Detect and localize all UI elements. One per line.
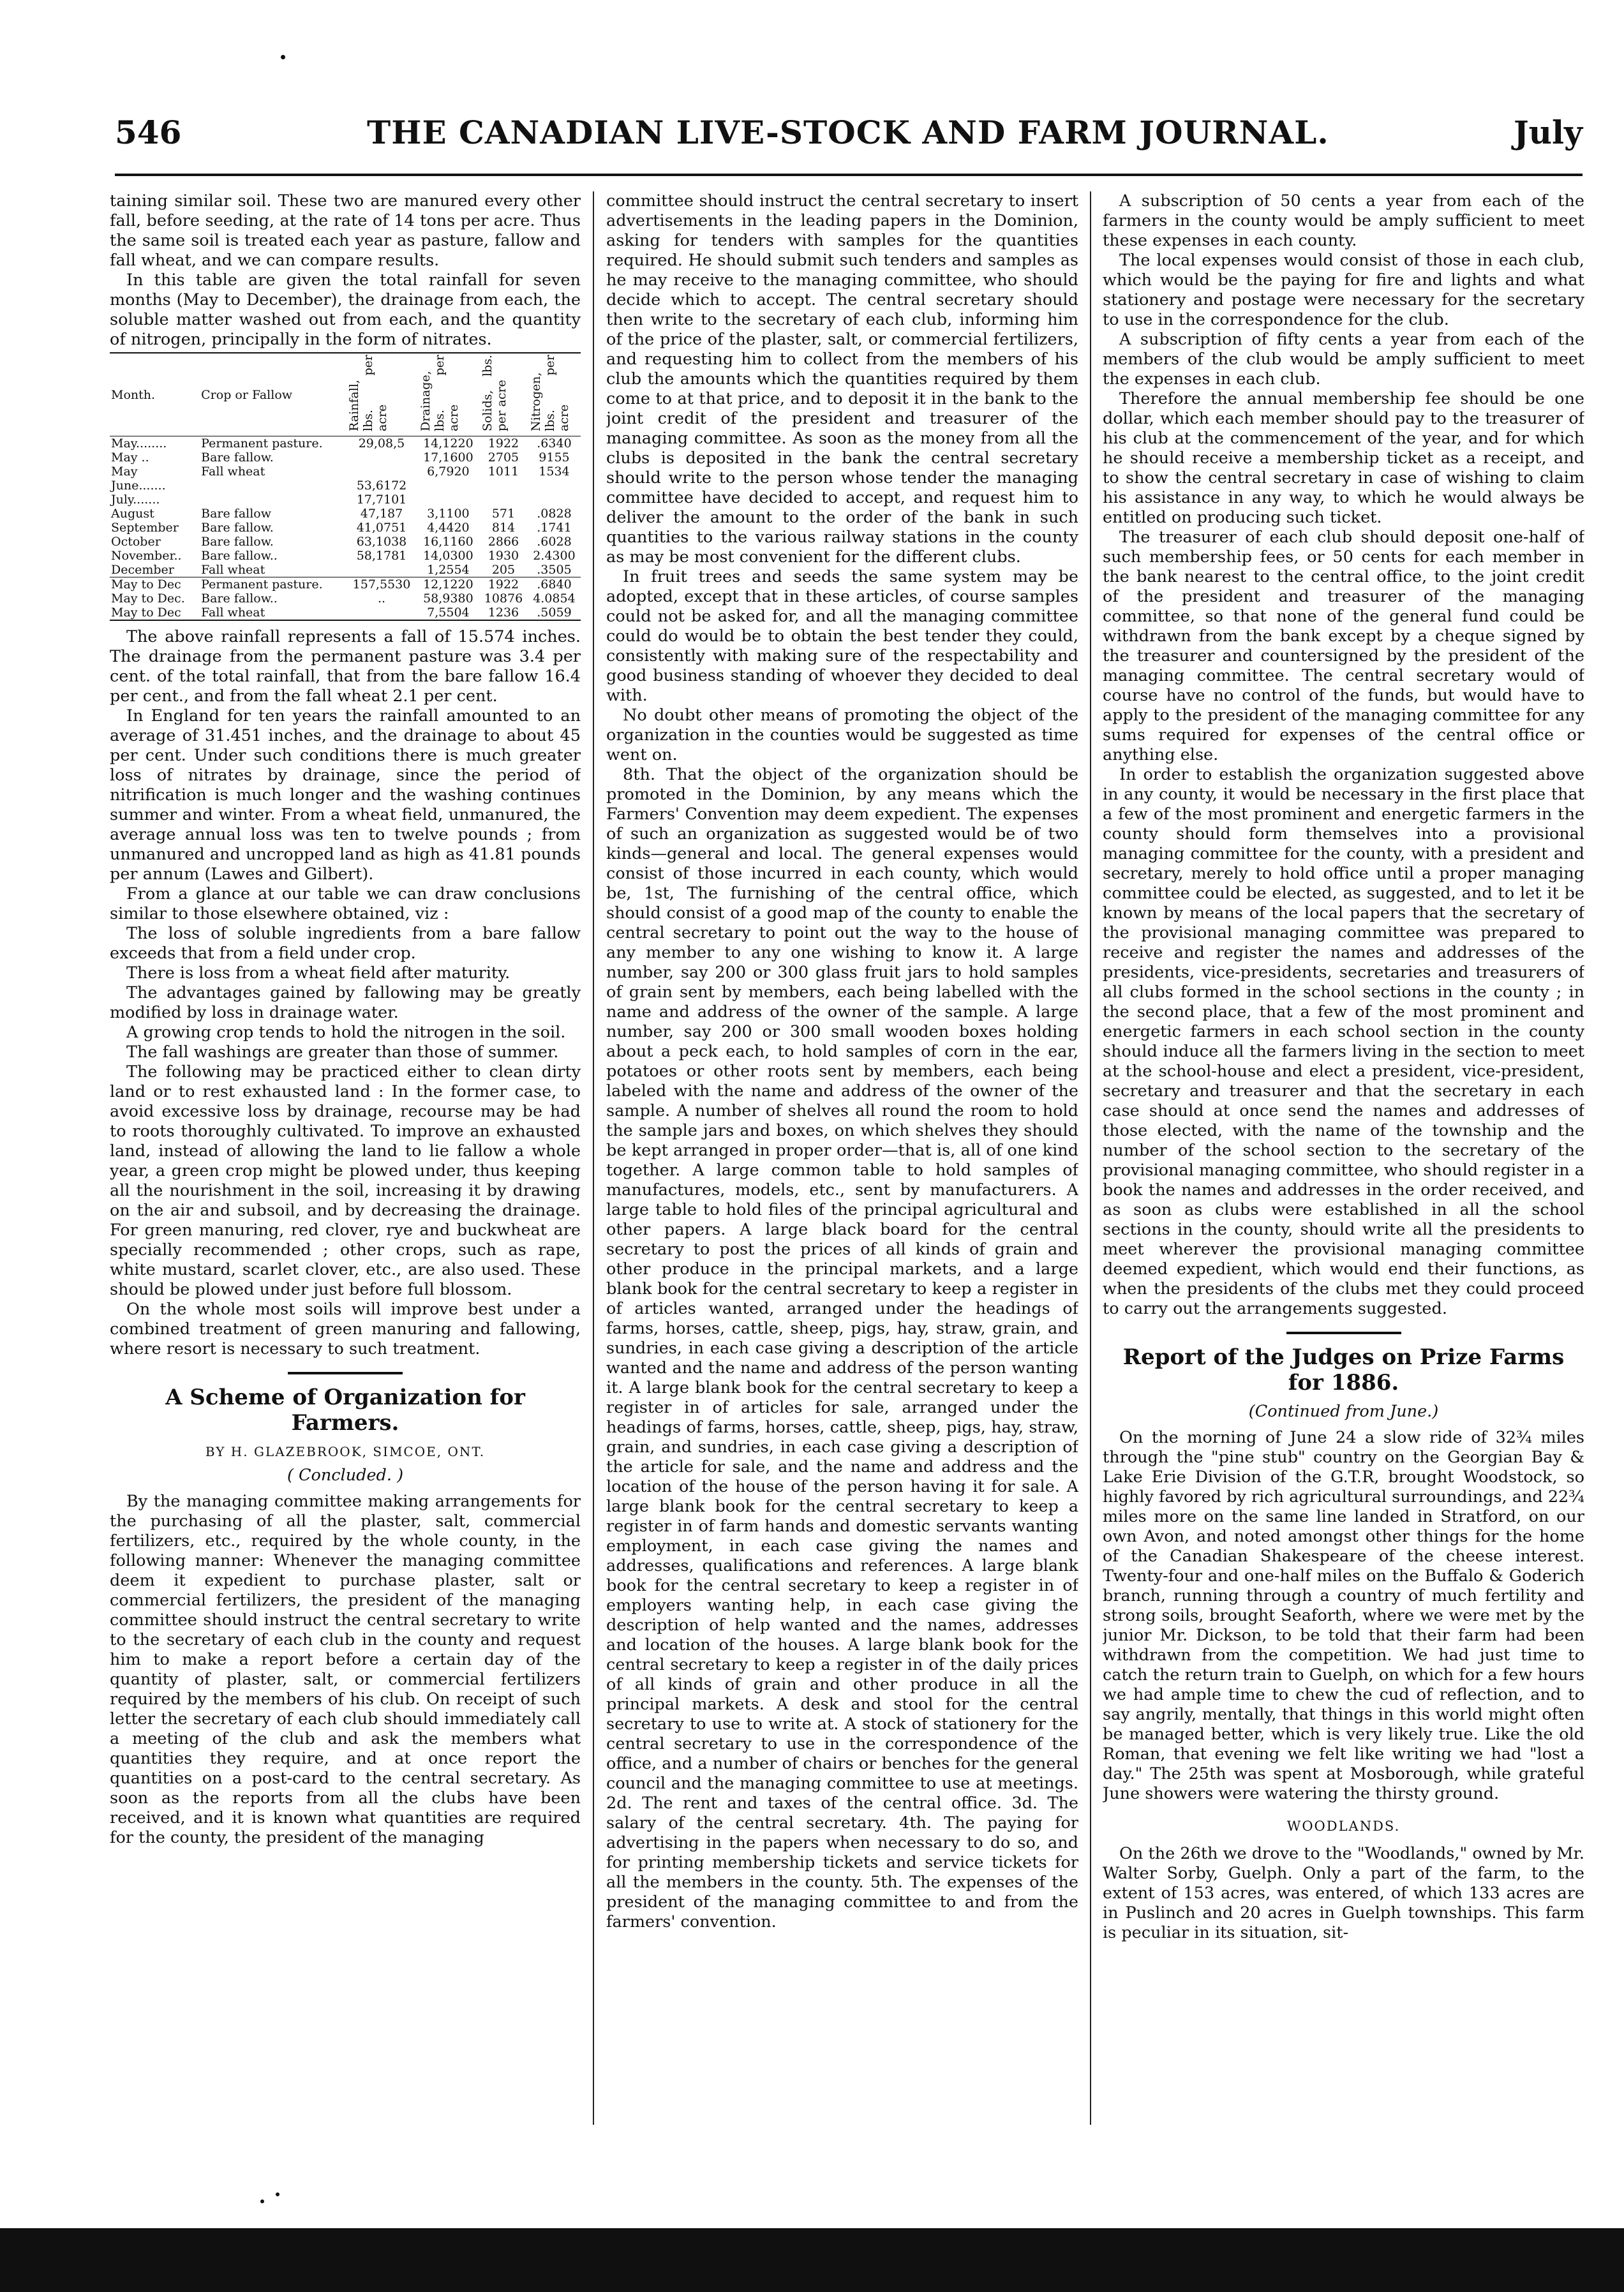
paragraph: A growing crop tends to hold the nitrogen in the soil.: [126, 1023, 566, 1042]
table-row: May .. Bare fallow. 17,1600 2705 9155: [111, 450, 570, 465]
table-row: August Bare fallow 47,187 3,1100 571 .0828: [111, 507, 572, 521]
paragraph: There is loss from a wheat field after maturity.: [126, 964, 510, 983]
article-byline: BY H. GLAZEBROOK, SIMCOE, ONT.: [205, 1444, 486, 1459]
table-row: November.. Bare fallow.. 58,1781 14,0300 1930 2.4300: [111, 549, 576, 563]
paragraph: The following may be practiced either to clean dirty land or to rest exhausted land : In the former case, to avoid excessive loss by drainage, recourse may be had to roots thoroughly cultivated. To improve an exhausted land, instead of allowing the land to lie fallow a whole year, a green crop might be plowed under, thus keeping all the nourishment in the soil, increasing it by drawing on the air and subsoil, and by decreasing the drainage. For green manuring, red clover, rye and buckwheat are specially recommended ; other crops, such as rape, white mustard, scarlet clover, etc., are also used. These should be plowed under just before full blossom.: [110, 1062, 581, 1299]
paragraph: The above rainfall represents a fall of 15.574 inches. The drainage from the permanent pasture was 3.4 per cent. of the total rainfall, that from the bare fallow 16.4 per cent., and from the fall wheat 2.1 per cent.: [110, 627, 581, 706]
paragraph: The local expenses would consist of those in each club, which would be the paying for fire and lights and what stationery and postage were necessary for the secretary to use in the correspondence for the club.: [1103, 251, 1584, 329]
column-header: Month.: [110, 353, 200, 436]
paragraph: A subscription of 50 cents a year from each of the farmers in the county would be amply sufficient to meet these expenses in each county.: [1103, 191, 1584, 250]
scan-bottom-border: [0, 2228, 1624, 2292]
table-row: June....... 53,6172: [111, 479, 407, 493]
page-number: 546: [115, 114, 182, 151]
table-header-row: [110, 353, 581, 436]
print-speck: [260, 2199, 264, 2203]
paragraph: The fall washings are greater than those of summer.: [126, 1043, 559, 1062]
column-header: Nitrogen, lbs. per acre: [528, 353, 581, 436]
article-continued-note: (Continued from June.): [1248, 1402, 1439, 1421]
table-row: October Bare fallow. 63,1038 16,1160 2866 .6028: [111, 535, 572, 549]
article-divider: [1286, 1332, 1401, 1334]
article-title: Report of the Judges on Prize Farms for 1886.: [1122, 1344, 1565, 1395]
print-speck: [276, 2192, 279, 2196]
paragraph: The advantages gained by fallowing may be greatly modified by loss in drainage water.: [110, 983, 581, 1022]
table-row: May to Dec. Bare fallow.. .. 58,9380 10876 4.0854: [111, 592, 576, 606]
paragraph: No doubt other means of promoting the object of the organization in the counties would be suggested as time went on.: [606, 706, 1078, 764]
column-header: Solids, lbs. per acre: [479, 353, 528, 436]
column-1: [110, 191, 581, 2125]
table-row: May to Dec Fall wheat 7,5504 1236 .5059: [111, 606, 572, 620]
paragraph: From a glance at our table we can draw conclusions similar to those elsewhere obtained, viz :: [110, 884, 581, 923]
column-header: Crop or Fallow: [200, 353, 346, 436]
paragraph: In England for ten years the rainfall amounted to an average of 31.451 inches, and the drainage to about 45 per cent. Under such conditions there is much greater loss of nitrates by drainage, since the period of nitrification is much longer and the washing continues summer and winter. From a wheat field, unmanured, the average annual loss was ten to twelve pounds ; from unmanured and uncropped land as high as 41.81 pounds per annum (Lawes and Gilbert).: [110, 706, 581, 884]
table-row: July....... 17,7101: [111, 493, 407, 507]
print-speck: [281, 55, 285, 59]
column-2: [606, 191, 1078, 2125]
paragraph: On the 26th we drove to the "Woodlands," owned by Mr. Walter Sorby, Guelph. Only a part of the farm, to the extent of 153 acres, was entered, of which 133 acres are in Puslinch and 20 acres in Guelph townships. This farm is peculiar in its situation, sit-: [1103, 1844, 1584, 1942]
paragraph: 8th. That the object of the organization should be promoted in the Dominion, by any means which the Farmers' Convention may deem expedient. The expenses of such an organization as suggested would be of two kinds—general and local. The general expenses would consist of those incurred in each county, which would be, 1st, The furnishing of the central office, which should consist of a good map of the county to enable the central secretary to point out the way to the house of any member to any one wishing to know it. A large number, say 200 or 300 glass fruit jars to hold samples of grain sent by members, each being labelled with the name and address of the owner of the sample. A large number, say 200 or 300 small wooden boxes holding about a peck each, to hold samples of corn in the ear, potatoes or other roots sent by members, each being labeled with the name and address of the owner of the sample. A number of shelves all round the room to hold the sample jars and boxes, on which shelves they should be kept arranged in proper order—that is, all of one kind together. A large common table to hold samples of manufactures, models, etc., sent by manufacturers. A large table to hold files of the principal agricultural and other papers. A large black board for the central secretary to post the prices of all kinds of grain and other produce in the principal markets, and a large blank book for the central secretary to keep a register in of articles wanted, arranged under the headings of farms, horses, cattle, sheep, pigs, hay, straw, grain, and sundries, in each case giving a description of the article wanted and the name and address of the person wanting it. A large blank book for the central secretary to keep a register in of articles for sale, arranged under the headings of farms, horses, cattle, sheep, pigs, hay, straw, grain, and sundries, in each case giving a description of the article for sale, and the name and address and the location of the house of the person having it for sale. A large blank book for the central secretary to keep a register in of farm hands and domestic servants wanting employment, in each case giving the names and addresses, qualifications and references. A large blank book for the central secretary to keep a register in of employers wanting help, in each case giving the description of help wanted and the names, addresses and location of the houses. A large blank book for the central secretary to keep a register in of the daily prices of all kinds of grain and other produce in all the principal markets. A desk and stool for the central secretary to use to write at. A stock of stationery for the central secretary to use in the correspondence of the office, and a number of chairs or benches for the general council and the managing committee to use at meetings. 2d. The rent and taxes of the central office. 3d. The salary of the central secretary. 4th. The paying for advertising in the papers when necessary to do so, and for printing membership tickets and service tickets for all the members in the county. 5th. The expenses of the president of the managing committee to and from the farmers' convention.: [606, 765, 1078, 1931]
column-3: [1103, 191, 1584, 2125]
column-divider: [1090, 191, 1091, 2125]
paragraph: Therefore the annual membership fee should be one dollar, which each member should pay to the treasurer of his club at the commencement of the year, and for which he should receive a membership ticket as a receipt, and to show the central secretary in case of wishing to claim his assistance in any way, to which he would always be entitled on producing such ticket.: [1103, 389, 1584, 527]
paragraph: In fruit trees and seeds the same system may be adopted, except that in these articles, of course samples could not be asked for, and all the managing committee could do would be to obtain the best tender they could, consistently with making sure of the respectability and good business standing of whoever they decided to deal with.: [606, 567, 1078, 705]
article-concluded-note: ( Concluded. ): [287, 1466, 404, 1485]
column-header: Drainage, lbs. per acre: [417, 353, 479, 436]
table-row: May to Dec Permanent pasture. 157,5530 12,1220 1922 .6840: [110, 577, 581, 592]
rainfall-table: [110, 352, 581, 621]
paragraph: The loss of soluble ingredients from a bare fallow exceeds that from a field under crop.: [110, 924, 581, 963]
issue-month: July: [1513, 114, 1583, 151]
table-body: [110, 436, 581, 621]
column-header: Rainfall, lbs. per acre: [346, 353, 417, 436]
paragraph: committee should instruct the central secretary to insert advertisements in the leading papers in the Dominion, asking for tenders with samples for the quantities required. He should submit such tenders and samples as he may receive to the managing committee, who should decide which to accept. The central secretary should then write to the secretary of each club, informing him of the price of the plaster, salt, or commercial fertilizers, and requesting him to collect from the members of his club the amounts which the quantities required by them come to at that price, and to deposit it in the bank to the joint credit of the president and treasurer of the managing committee. As soon as the money from all the clubs is deposited in the bank the central secretary should write to the person whose tender the managing committee have decided to accept, and request him to deliver the amount to the order of the bank in such quantities to the various railway stations in the county as may be most convenient for the different clubs.: [606, 191, 1078, 567]
paragraph: taining similar soil. These two are manured every other fall, before seeding, at the rate of 14 tons per acre. Thus the same soil is treated each year as pasture, fallow and fall wheat, and we can compare results.: [110, 191, 581, 270]
table-row: May Fall wheat 6,7920 1011 1534: [111, 465, 570, 479]
section-heading: WOODLANDS.: [1286, 1819, 1401, 1834]
paragraph: On the morning of June 24 a slow ride of 32¾ miles through the "pine stub" country on the Georgian Bay & Lake Erie Division of the G.T.R, brought Woodstock, so highly favored by rich agricultural surroundings, and 22¾ miles more on the same line landed in Stratford, on our own Avon, and noted amongst other things for the home of the Canadian Shakespeare of the cheese interest. Twenty-four and one-half miles on the Buffalo & Goderich branch, running through a country of much fertility and strong soils, brought Seaforth, where we were met by the junior Mr. Dickson, to be told that their farm had been withdrawn from the competition. We had just time to catch the return train to Guelph, on which for a few hours we had ample time to chew the cud of reflection, and to say angrily, mentally, that things in this world might often be managed better, which is very likely true. Like the old Roman, that evening we felt like writing we had "lost a day." The 25th was spent at Mosborough, while grateful June showers were watering the thirsty ground.: [1103, 1428, 1584, 1803]
journal-title: THE CANADIAN LIVE-STOCK AND FARM JOURNAL.: [367, 114, 1329, 151]
article-title: A Scheme of Organization for Farmers.: [165, 1385, 525, 1436]
table-row: May........ Permanent pasture. 29,08,5 14,1220 1922 .6340: [111, 436, 572, 450]
article-divider: [288, 1372, 403, 1374]
paragraph: The treasurer of each club should deposit one-half of such membership fees, or 50 cents for each member in the bank nearest to the central office, to the joint credit of the president and treasurer of the managing committee, so that none of the general fund could be withdrawn from the bank except by a cheque signed by the treasurer and countersigned by the president of the managing committee. The central secretary would of course have no control of the funds, but would have to apply to the president of the managing committee for any sums required for expenses of the central office or anything else.: [1103, 528, 1584, 764]
page-header: [115, 108, 1583, 166]
paragraph: By the managing committee making arrangements for the purchasing of all the plaster, salt, commercial fertilizers, etc., required by the whole county, in the following manner: Whenever the managing committee deem it expedient to purchase plaster, salt or commercial fertilizers, the president of the managing committee should instruct the central secretary to write to the secretary of each club in the county and request him to make a report before a certain day of the quantity of plaster, salt, or commercial fertilizers required by the members of his club. On receipt of such letter the secretary of each club should immediately call a meeting of the club and ask the members what quantities they require, and at once report the quantities on a post-card to the central secretary. As soon as the reports from all the clubs have been received, and it is known what quantities are required for the county, the president of the managing: [110, 1492, 581, 1847]
paragraph: On the whole most soils will improve best under a combined treatment of green manuring and fallowing, where resort is necessary to such treatment.: [110, 1300, 581, 1358]
column-divider: [593, 191, 594, 2125]
paragraph: A subscription of fifty cents a year from each of the members of the club would be amply sufficient to meet the expenses in each club.: [1103, 330, 1584, 389]
table-row: December Fall wheat 1,2554 205 .3505: [111, 563, 572, 577]
paragraph: In order to establish the organization suggested above in any county, it would be necessary in the first place that a few of the most prominent and energetic farmers in the county should form themselves into a provisional managing committee for the county, with a president and secretary, merely to hold office until a proper managing committee could be elected, as suggested, and to let it be known by means of the local papers that the secretary of the provisional managing committee was prepared to receive and register the names and addresses of the presidents, vice-presidents, secretaries and treasurers of all clubs formed in the school sections in the county ; in the second place, that a few of the most prominent and energetic farmers in each school section in the county should induce all the farmers living in the section to meet at the school-house and elect a president, vice-president, secretary and treasurer and that the secretary in each case should at once send the names and addresses of those elected, with the name of the township and the number of the school section to the secretary of the provisional managing committee, who should register in a book the names and addresses in the order received, and as soon as clubs were established in all the school sections in the county, should write all the presidents to meet wherever the provisional managing committee deemed expedient, which would end their functions, as when the presidents of the clubs met they could proceed to carry out the arrangements suggested.: [1103, 765, 1584, 1318]
header-rule: [115, 174, 1583, 176]
paragraph: In this table are given the total rainfall for seven months (May to December), the drainage from each, the soluble matter washed out from each, and the quantity of nitrogen, principally in the form of nitrates.: [110, 271, 581, 349]
table-row: September Bare fallow. 41,0751 4,4420 814 .1741: [111, 521, 572, 535]
